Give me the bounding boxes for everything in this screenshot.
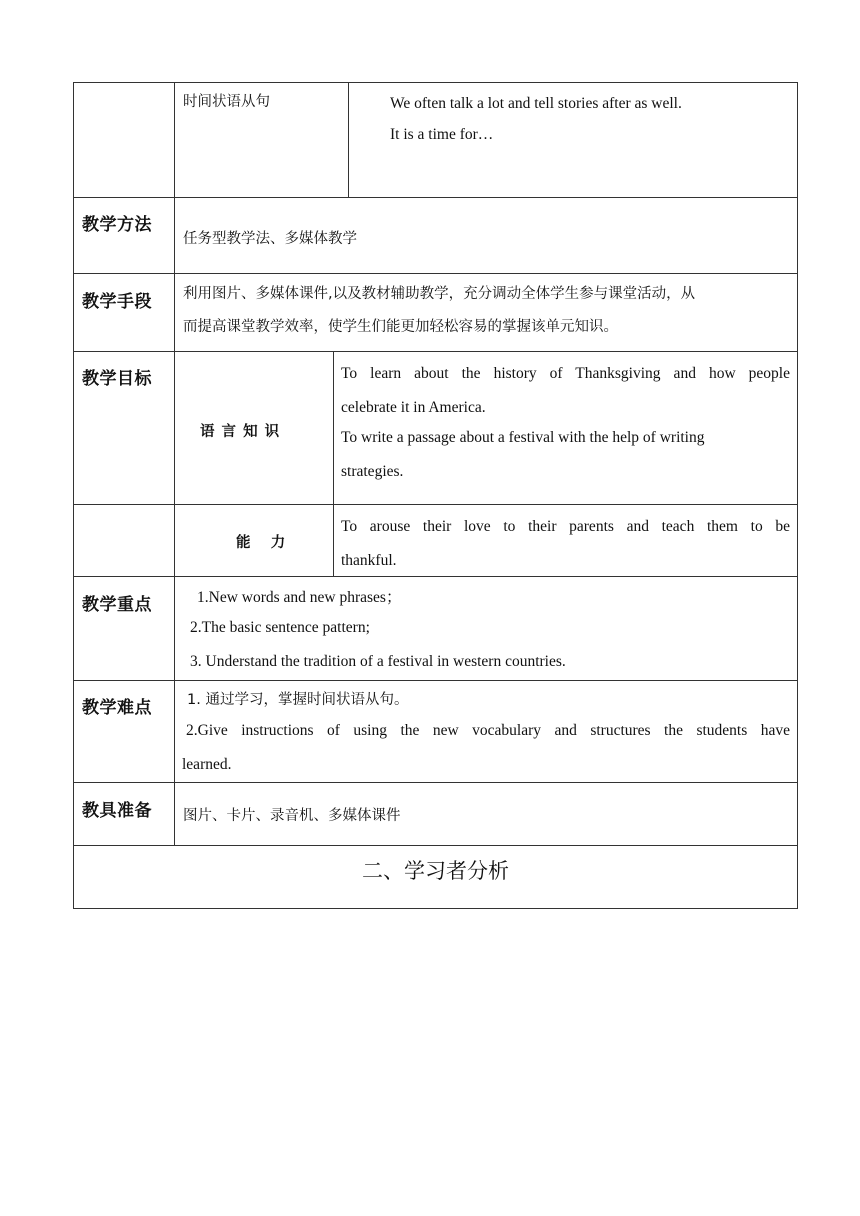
column-divider <box>333 351 334 576</box>
key-points-label: 教学重点 <box>82 595 152 615</box>
row-divider <box>73 504 798 505</box>
row-divider <box>73 197 798 198</box>
means-label: 教学手段 <box>82 292 152 312</box>
difficulties-label: 教学难点 <box>82 698 152 718</box>
row-divider <box>73 680 798 681</box>
key-point-item: 2.The basic sentence pattern; <box>190 619 370 636</box>
key-point-item: 3. Understand the tradition of a festival in western countries. <box>190 653 566 670</box>
ability-label: 能 力 <box>236 535 286 551</box>
row-divider <box>73 845 798 846</box>
means-text-line: 利用图片、多媒体课件,以及教材辅助教学，充分调动全体学生参与课堂活动，从 <box>183 286 696 302</box>
row-divider <box>73 351 798 352</box>
knowledge-goal-line: celebrate it in America. <box>341 399 486 416</box>
tools-label: 教具准备 <box>82 801 152 821</box>
table-border-bottom <box>73 908 798 909</box>
method-text: 任务型教学法、多媒体教学 <box>183 231 357 247</box>
tools-text: 图片、卡片、录音机、多媒体课件 <box>183 808 401 824</box>
goals-label: 教学目标 <box>82 369 152 389</box>
knowledge-goal-line: strategies. <box>341 463 404 480</box>
difficulty-item-line: 2.Give instructions of using the new vocabulary and structures the students have <box>186 722 790 739</box>
knowledge-goal-line: To learn about the history of Thanksgiving and how people <box>341 365 790 382</box>
section-heading: 二、学习者分析 <box>362 859 509 883</box>
clause-example-line: We often talk a lot and tell stories after as well. <box>390 95 682 112</box>
clause-topic-text: 时间状语从句 <box>183 94 270 110</box>
table-border-right <box>797 82 798 909</box>
column-divider <box>348 82 349 197</box>
key-point-item: 1.New words and new phrases； <box>197 589 402 606</box>
knowledge-goal-line: To write a passage about a festival with the help of writing <box>341 429 705 446</box>
clause-example-line: It is a time for… <box>390 126 494 143</box>
means-text-line: 而提高课堂教学效率，使学生们能更加轻松容易的掌握该单元知识。 <box>183 319 618 335</box>
difficulty-item: 1. 通过学习，掌握时间状语从句。 <box>187 692 409 708</box>
method-label: 教学方法 <box>82 215 152 235</box>
row-divider <box>73 576 798 577</box>
table-border-top <box>73 82 798 83</box>
row-divider <box>73 273 798 274</box>
column-divider <box>174 82 175 845</box>
ability-goal-line: To arouse their love to their parents and teach them to be <box>341 518 790 535</box>
knowledge-label: 语 言 知 识 <box>200 424 281 440</box>
difficulty-item-line: learned. <box>182 756 232 773</box>
table-border-left <box>73 82 74 909</box>
row-divider <box>73 782 798 783</box>
ability-goal-line: thankful. <box>341 552 397 569</box>
